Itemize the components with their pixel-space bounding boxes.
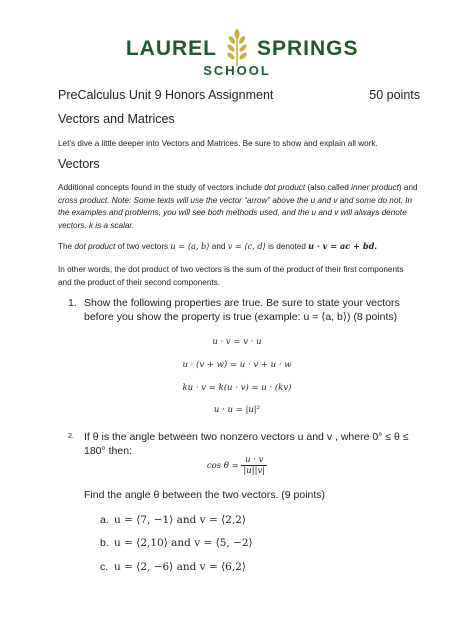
assignment-points: 50 points <box>369 88 420 102</box>
intro-paragraph: Let’s dive a little deeper into Vectors and Matrices. Be sure to show and explain all work. <box>58 139 378 148</box>
assignment-title-row <box>58 88 420 102</box>
part-a-vectors: u = ⟨7, −1⟩ and v = ⟨2,2⟩ <box>114 514 246 526</box>
cosine-formula: cos θ = $\frac{u \cdot v}{|u||v|}$ <box>206 455 266 476</box>
section-heading-vectors: Vectors <box>58 157 100 171</box>
part-c-label: c. <box>100 561 109 573</box>
part-b-vectors: u = ⟨2,10⟩ and v = ⟨5, −2⟩ <box>114 537 253 549</box>
school-logo <box>0 24 474 84</box>
part-b-label: b. <box>100 537 109 549</box>
question-1-text: Show the following properties are true. Be sure to state your vectors before you show the property is true (example: u = ⟨a, b⟩) (8 points) <box>84 297 400 323</box>
property-equation-3: ku · v = k(u · v) = u · (kv) <box>182 383 292 393</box>
logo-word-left: LAUREL <box>125 37 217 60</box>
vectors-paragraph-1: Additional concepts found in the study of vectors include dot product (also called inner product) and cross product. Note: Some texts will use the vector “arrow” above the u and v and some do not. In the examples and problems, you will see both methods used, and the u and v will always denote vectors. k is a scalar. <box>58 183 418 230</box>
wheat-leaf-icon <box>222 28 252 68</box>
property-equation-4: u · u = |u|² <box>213 405 261 415</box>
logo-word-right: SPRINGS <box>257 37 359 60</box>
property-equation-1: u · v = v · u <box>212 337 262 347</box>
question-1-number: 1. <box>68 297 77 309</box>
question-2-text: If θ is the angle between two nonzero vectors u and v , where 0° ≤ θ ≤ 180° then: <box>84 431 409 457</box>
logo-subtitle: SCHOOL <box>203 63 271 78</box>
dot-product-explanation: In other words, the dot product of two vectors is the sum of the product of their first components and the product of their second components. <box>58 265 404 287</box>
dot-product-definition: The dot product of two vectors u = ⟨a, b⟩ and v = ⟨c, d⟩ is denoted u · v = ac + bd. <box>58 241 378 251</box>
question-2-number: 2. <box>68 433 74 440</box>
part-c-vectors: u = ⟨2, −6⟩ and v = ⟨6,2⟩ <box>114 561 246 573</box>
section-heading-vectors-matrices: Vectors and Matrices <box>58 112 175 126</box>
property-equation-2: u · (v + w) = u · v + u · w <box>182 360 292 370</box>
part-a-label: a. <box>100 514 109 526</box>
find-angle-instruction: Find the angle θ between the two vectors. (9 points) <box>84 489 326 501</box>
assignment-title: PreCalculus Unit 9 Honors Assignment <box>58 88 274 102</box>
